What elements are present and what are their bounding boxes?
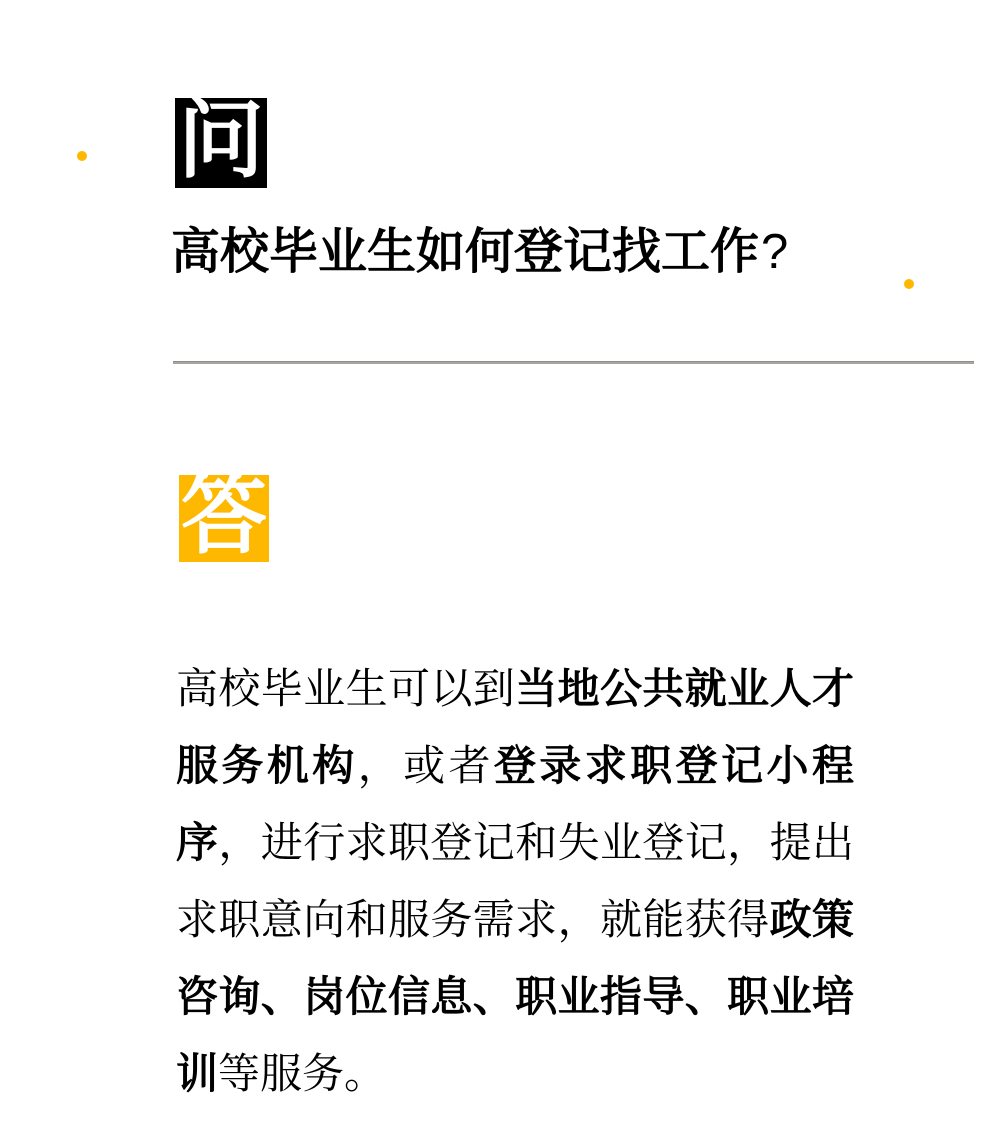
answer-segment: ，进行求职登记和失业登记，提出 xyxy=(218,819,854,866)
question-title xyxy=(171,222,788,282)
answer-segment-bold: 登录求职登记小程 xyxy=(493,744,854,790)
divider-line xyxy=(173,361,974,364)
answer-segment-bold: 政策 xyxy=(769,898,854,944)
answer-line-6 xyxy=(176,1036,854,1113)
answer-paragraph xyxy=(176,651,854,1113)
answer-segment: 等服务。 xyxy=(218,1050,387,1097)
question-mark: ? xyxy=(761,225,789,279)
answer-segment: 求职意向和服务需求，就能获得 xyxy=(176,896,770,943)
answer-line-1 xyxy=(176,651,854,728)
answer-line-5 xyxy=(176,959,854,1036)
yellow-dot-right xyxy=(904,279,914,289)
answer-segment-bold: 训 xyxy=(176,1052,219,1098)
answer-badge xyxy=(179,467,269,564)
answer-segment-bold: 服务机构 xyxy=(176,744,358,790)
question-badge-glyph: 问 xyxy=(178,92,264,188)
answer-line-2 xyxy=(176,728,854,805)
answer-segment-bold: 咨询、岗位信息、职业指导、职业培 xyxy=(176,975,854,1021)
answer-line-4 xyxy=(176,882,854,959)
answer-segment: ，或者 xyxy=(357,742,494,789)
yellow-dot-left xyxy=(77,151,87,161)
question-title-text: 高校毕业生如何登记找工作 xyxy=(171,225,760,279)
question-badge xyxy=(175,92,267,188)
answer-segment: 高校毕业生可以到 xyxy=(176,665,516,712)
answer-badge-glyph: 答 xyxy=(181,467,267,564)
answer-segment-bold: 序 xyxy=(176,821,219,867)
answer-segment-bold: 当地公共就业人才 xyxy=(515,667,854,713)
answer-line-3 xyxy=(176,805,854,882)
